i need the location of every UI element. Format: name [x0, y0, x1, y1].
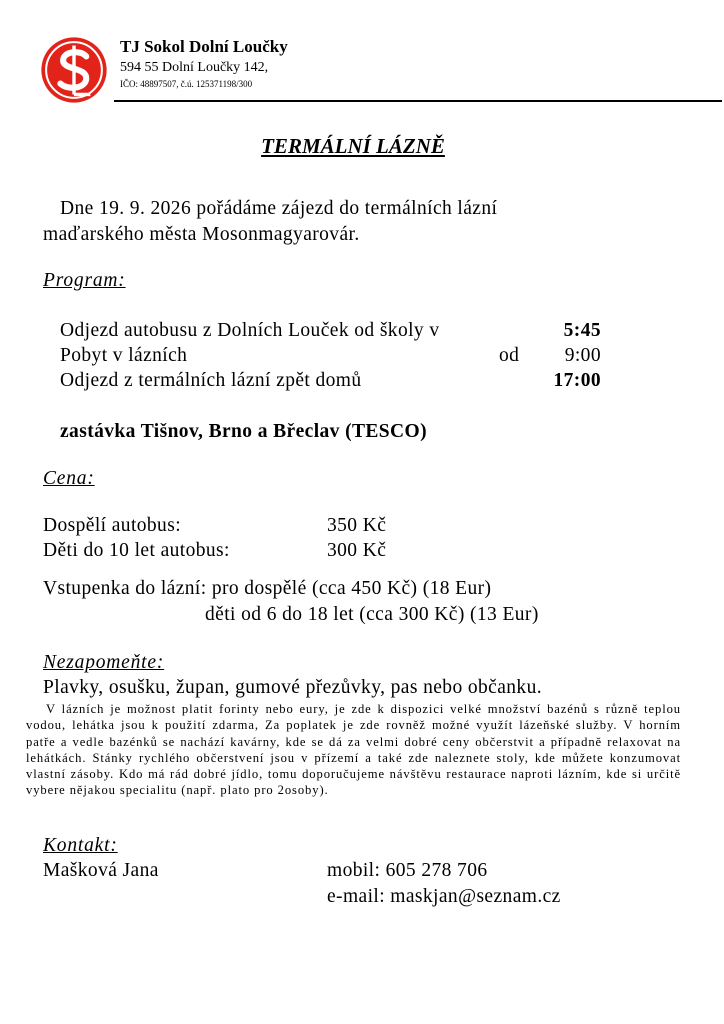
- entry-price-line-2: děti od 6 do 18 let (cca 300 Kč) (13 Eur): [205, 604, 539, 625]
- price-row-1-value: 350 Kč: [327, 515, 387, 536]
- spa-info-paragraph: [26, 701, 681, 799]
- intro-line-2: maďarského města Mosonmagyarovár.: [43, 224, 360, 245]
- remember-heading: Nezapomeňte:: [43, 652, 165, 673]
- program-row-1-text: Odjezd autobusu z Dolních Louček od školy v: [60, 320, 440, 341]
- spa-info-text: V lázních je možnost platit forinty nebo eury, je zde k dispozici velké množství bazénů s různě teplou vodou, lehátka jsou k použití zdarma, Za poplatek je zde rovněž možné využít lázeňské služby. V horním patře a vedle bazénků se nachází kavárny, kde se dá za velmi dobré ceny občerstvit a případně relaxovat na lehátkách. Stánky rychlého občerstvení jsou v přízemí a také zde naleznete stoly, kde můžete konzumovat vlastní zásoby. Kdo má rád dobré jídlo, tomu doporučujeme návštěvu restaurace naproti lázním, kde si určitě vybere nějakou specialitu (např. plato pro 2osoby).: [26, 702, 681, 798]
- page-title: TERMÁLNÍ LÁZNĚ: [261, 134, 445, 158]
- remember-items: Plavky, osušku, župan, gumové přezůvky, pas nebo občanku.: [43, 677, 543, 698]
- contact-mobile: mobil: 605 278 706: [327, 860, 488, 881]
- header-divider: [114, 100, 722, 102]
- bus-stops: zastávka Tišnov, Brno a Břeclav (TESCO): [60, 421, 427, 442]
- org-ids: IČO: 48897507, č.ú. 125371198/300: [120, 79, 253, 89]
- price-row-2-label: Děti do 10 let autobus:: [43, 540, 230, 561]
- price-heading: Cena:: [43, 468, 95, 489]
- program-row-1-time: 5:45: [563, 320, 601, 341]
- program-heading: Program:: [43, 270, 126, 291]
- contact-name: Mašková Jana: [43, 860, 159, 881]
- entry-price-line-1: Vstupenka do lázní: pro dospělé (cca 450 Kč) (18 Eur): [43, 578, 492, 599]
- sokol-logo-icon: [40, 36, 108, 104]
- program-row-3-text: Odjezd z termálních lázní zpět domů: [60, 370, 362, 391]
- price-row-2-value: 300 Kč: [327, 540, 387, 561]
- program-row-2-time: 9:00: [564, 345, 601, 366]
- program-row-2-prefix: od: [499, 345, 520, 366]
- intro-line-1: Dne 19. 9. 2026 pořádáme zájezd do termálních lázní: [60, 198, 498, 219]
- org-name: TJ Sokol Dolní Loučky: [120, 37, 288, 56]
- price-row-1-label: Dospělí autobus:: [43, 515, 182, 536]
- org-address: 594 55 Dolní Loučky 142,: [120, 60, 269, 75]
- contact-email: e-mail: maskjan@seznam.cz: [327, 886, 561, 907]
- contact-heading: Kontakt:: [43, 835, 118, 856]
- program-row-2-text: Pobyt v lázních: [60, 345, 188, 366]
- program-row-3-time: 17:00: [553, 370, 601, 391]
